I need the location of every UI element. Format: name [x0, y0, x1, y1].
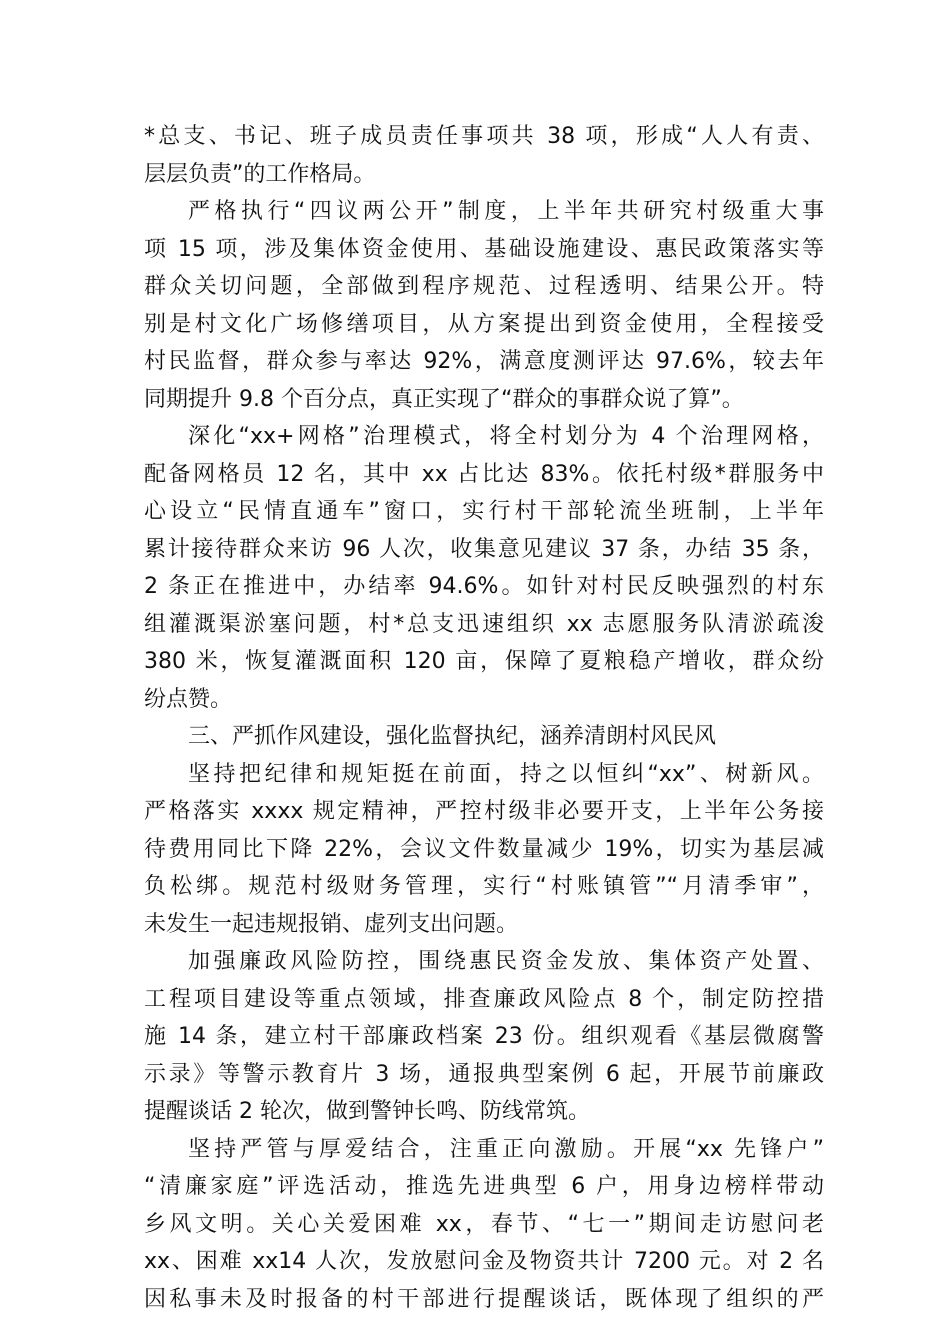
text-line: 工程项目建设等重点领域，排查廉政风险点 8 个，制定防控措: [144, 986, 824, 1012]
text-line: 项 15 项，涉及集体资金使用、基础设施建设、惠民政策落实等: [144, 236, 824, 262]
text-line: 累计接待群众来访 96 人次，收集意见建议 37 条，办结 35 条，: [144, 536, 824, 562]
text-line: 乡风文明。关心关爱困难 xx，春节、“七一”期间走访慰问老: [144, 1211, 824, 1237]
text-line: 群众关切问题，全部做到程序规范、过程透明、结果公开。特: [144, 274, 824, 299]
text-line: 待费用同比下降 22%，会议文件数量减少 19%，切实为基层减: [144, 836, 824, 862]
text-line: 示录》等警示教育片 3 场，通报典型案例 6 起，开展节前廉政: [144, 1061, 824, 1087]
text-line: 纷点赞。: [144, 686, 233, 712]
text-line: 负松绑。规范村级财务管理，实行“村账镇管”“月清季审”，: [144, 874, 824, 899]
text-line: 坚持把纪律和规矩挺在前面，持之以恒纠“xx”、树新风。: [188, 761, 824, 787]
text-line: 因私事未及时报备的村干部进行提醒谈话，既体现了组织的严: [144, 1286, 824, 1312]
text-line: 380 米，恢复灌溉面积 120 亩，保障了夏粮稳产增收，群众纷: [144, 649, 824, 674]
text-line: “清廉家庭”评选活动，推选先进典型 6 户，用身边榜样带动: [144, 1174, 824, 1199]
text-line: 严格执行“四议两公开”制度，上半年共研究村级重大事: [188, 199, 824, 224]
text-line: 坚持严管与厚爱结合，注重正向激励。开展“xx 先锋户”: [188, 1136, 824, 1162]
text-line: 未发生一起违规报销、虚列支出问题。: [144, 911, 519, 937]
text-line: xx、困难 xx14 人次，发放慰问金及物资共计 7200 元。对 2 名: [144, 1249, 824, 1274]
section-heading: 三、严抓作风建设，强化监督执纪，涵养清朗村风民风: [188, 724, 717, 749]
text-line: 村民监督，群众参与率达 92%，满意度测评达 97.6%，较去年: [144, 349, 824, 374]
text-line: 2 条正在推进中，办结率 94.6%。如针对村民反映强烈的村东: [144, 574, 824, 599]
text-line: 加强廉政风险防控，围绕惠民资金发放、集体资产处置、: [188, 949, 824, 974]
text-line: 配备网格员 12 名，其中 xx 占比达 83%。依托村级*群服务中: [144, 461, 824, 487]
text-line: 心设立“民情直通车”窗口，实行村干部轮流坐班制，上半年: [144, 499, 824, 524]
text-line: 严格落实 xxxx 规定精神，严控村级非必要开支，上半年公务接: [144, 799, 824, 824]
text-line: 深化“xx+网格”治理模式，将全村划分为 4 个治理网格，: [188, 424, 824, 449]
text-line: *总支、书记、班子成员责任事项共 38 项，形成“人人有责、: [144, 124, 824, 149]
text-line: 别是村文化广场修缮项目，从方案提出到资金使用，全程接受: [144, 311, 824, 337]
document-page: [144, 118, 824, 1318]
text-line: 组灌溉渠淤塞问题，村*总支迅速组织 xx 志愿服务队清淤疏浚: [144, 611, 824, 637]
text-line: 提醒谈话 2 轮次，做到警钟长鸣、防线常筑。: [144, 1099, 590, 1124]
text-line: 施 14 条，建立村干部廉政档案 23 份。组织观看《基层微腐警: [144, 1024, 824, 1049]
text-line: 层层负责”的工作格局。: [144, 161, 376, 187]
text-line: 同期提升 9.8 个百分点，真正实现了“群众的事群众说了算”。: [144, 386, 744, 412]
